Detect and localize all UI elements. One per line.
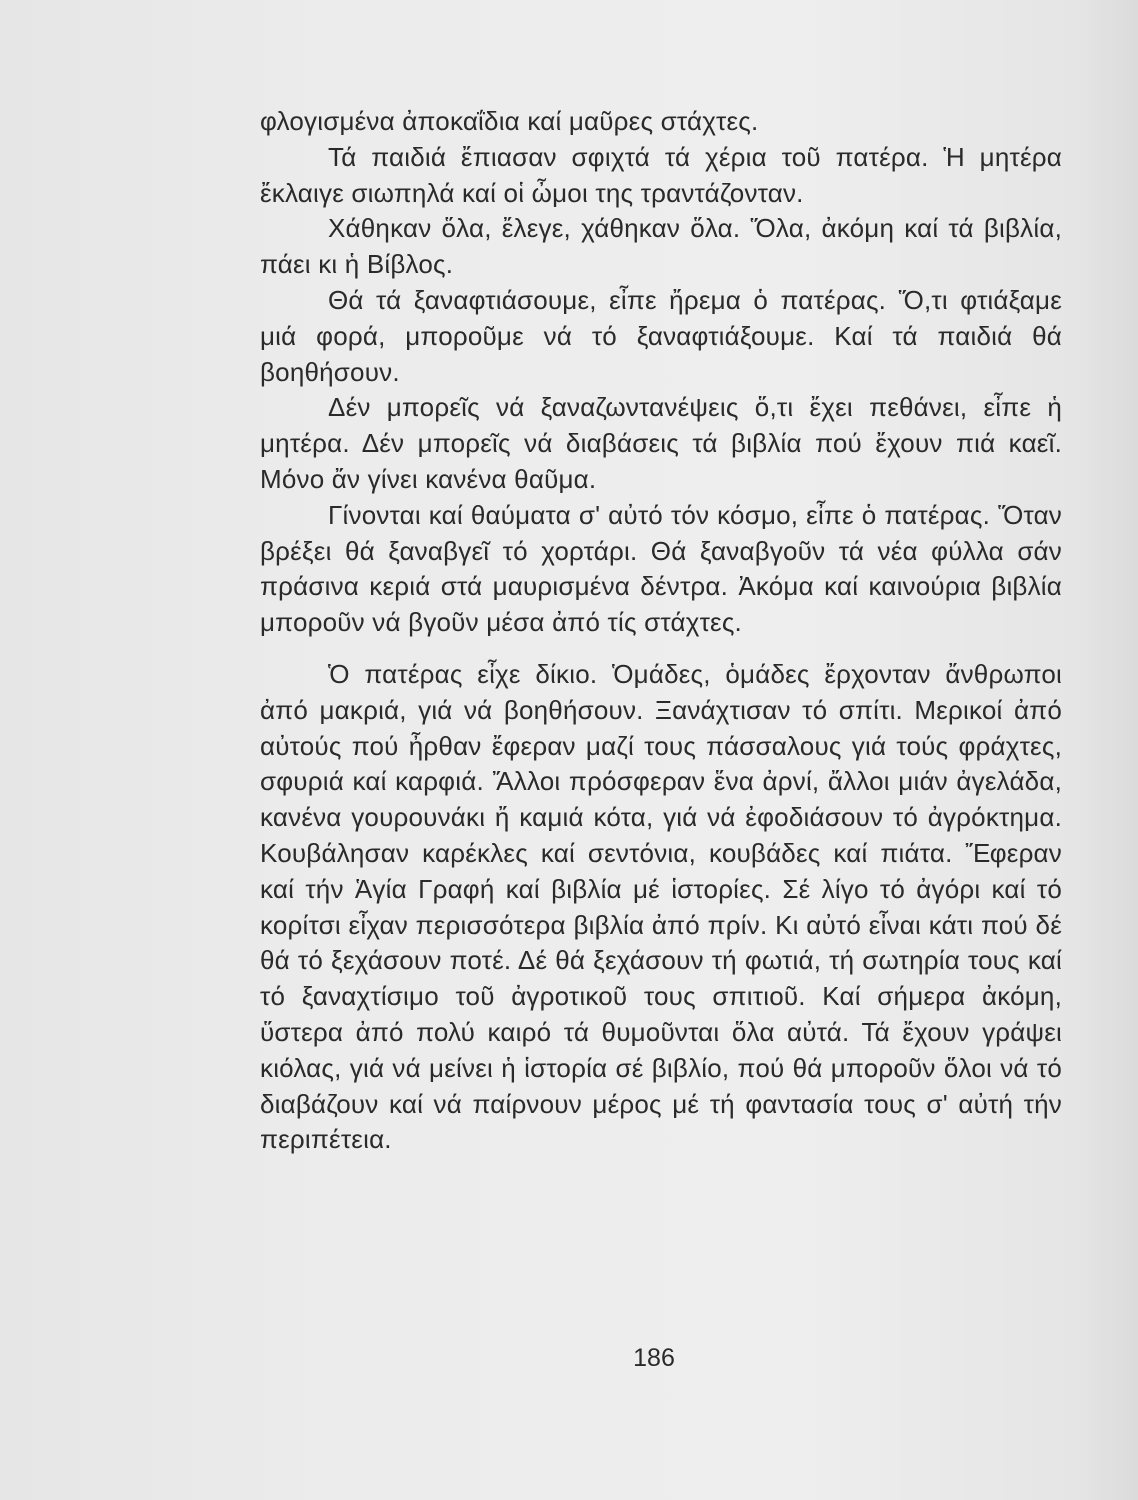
paragraph-3: Χάθηκαν ὅλα, ἔλεγε, χάθηκαν ὅλα. Ὅλα, ἀκόμη καί τά βιβλία, πάει κι ἡ Βίβλος. — [260, 213, 1062, 280]
paragraph-7: Ὁ πατέρας εἶχε δίκιο. Ὁμάδες, ὁμάδες ἔρχονταν ἄνθρωποι ἀπό μακριά, γιά νά βοηθήσουν. Ξανάχτισαν τό σπίτι. Μερικοί ἀπό αὐτούς πού ἦρθαν ἔφεραν μαζί τους πάσσαλους γιά τούς φράχτες, σφυριά καί καρφιά. Ἄλλοι πρόσφεραν ἕνα ἀρνί, ἄλλοι μιάν ἀγελάδα, κανένα γουρουνάκι ἤ καμιά κότα, γιά νά ἐφοδιάσουν τό ἀγρόκτημα. Κουβάλησαν καρέκλες καί σεντόνια, κουβάδες καί πιάτα. Ἔφεραν καί τήν Ἁγία Γραφή καί βιβλία μέ ἱστορίες. Σέ λίγο τό ἀγόρι καί τό κορίτσι εἶχαν περισσότερα βιβλία ἀπό πρίν. Κι αὐτό εἶναι κάτι πού δέ θά τό ξεχάσουν ποτέ. Δέ θά ξεχάσουν τή φωτιά, τή σωτηρία τους καί τό ξαναχτίσιμο τοῦ ἀγροτικοῦ τους σπιτιοῦ. Καί σήμερα ἀκόμη, ὕστερα ἀπό πολύ καιρό τά θυμοῦνται ὅλα αὐτά. Τά ἔχουν γράψει κιόλας, γιά νά μείνει ἡ ἱστορία σέ βιβλίο, πού θά μποροῦν ὅλοι νά τό διαβάζουν καί νά παίρνουν μέρος μέ τή φαντασία τους σ' αὐτή τήν περιπέτεια. — [260, 658, 1062, 1155]
body-text — [260, 104, 1062, 1158]
paragraph-5: Δέν μπορεῖς νά ξαναζωντανέψεις ὅ,τι ἔχει πεθάνει, εἶπε ἡ μητέρα. Δέν μπορεῖς νά διαβάσεις τά βιβλία πού ἔχουν πιά καεῖ. Μόνο ἄν γίνει κανένα θαῦμα. — [260, 392, 1062, 494]
paragraph-2: Τά παιδιά ἔπιασαν σφιχτά τά χέρια τοῦ πατέρα. Ἡ μητέρα ἔκλαιγε σιωπηλά καί οἱ ὦμοι της τραντάζονταν. — [260, 141, 1062, 208]
paragraph-6: Γίνονται καί θαύματα σ' αὐτό τόν κόσμο, εἶπε ὁ πατέρας. Ὅταν βρέξει θά ξαναβγεῖ τό χορτάρι. Θά ξαναβγοῦν τά νέα φύλλα σάν πράσινα κεριά στά μαυρισμένα δέντρα. Ἀκόμα καί καινούρια βιβλία μποροῦν νά βγοῦν μέσα ἀπό τίς στάχτες. — [260, 499, 1062, 638]
page-number: 186 — [633, 1344, 675, 1372]
paragraph-1: φλογισμένα ἀποκαΐδια καί μαῦρες στάχτες. — [260, 106, 759, 136]
paragraph-4: Θά τά ξαναφτιάσουμε, εἶπε ἤρεμα ὁ πατέρας. Ὅ,τι φτιάξαμε μιά φορά, μποροῦμε νά τό ξαναφτιάξουμε. Καί τά παιδιά θά βοηθήσουν. — [260, 284, 1062, 387]
page-edge-shadow — [1078, 0, 1138, 1500]
